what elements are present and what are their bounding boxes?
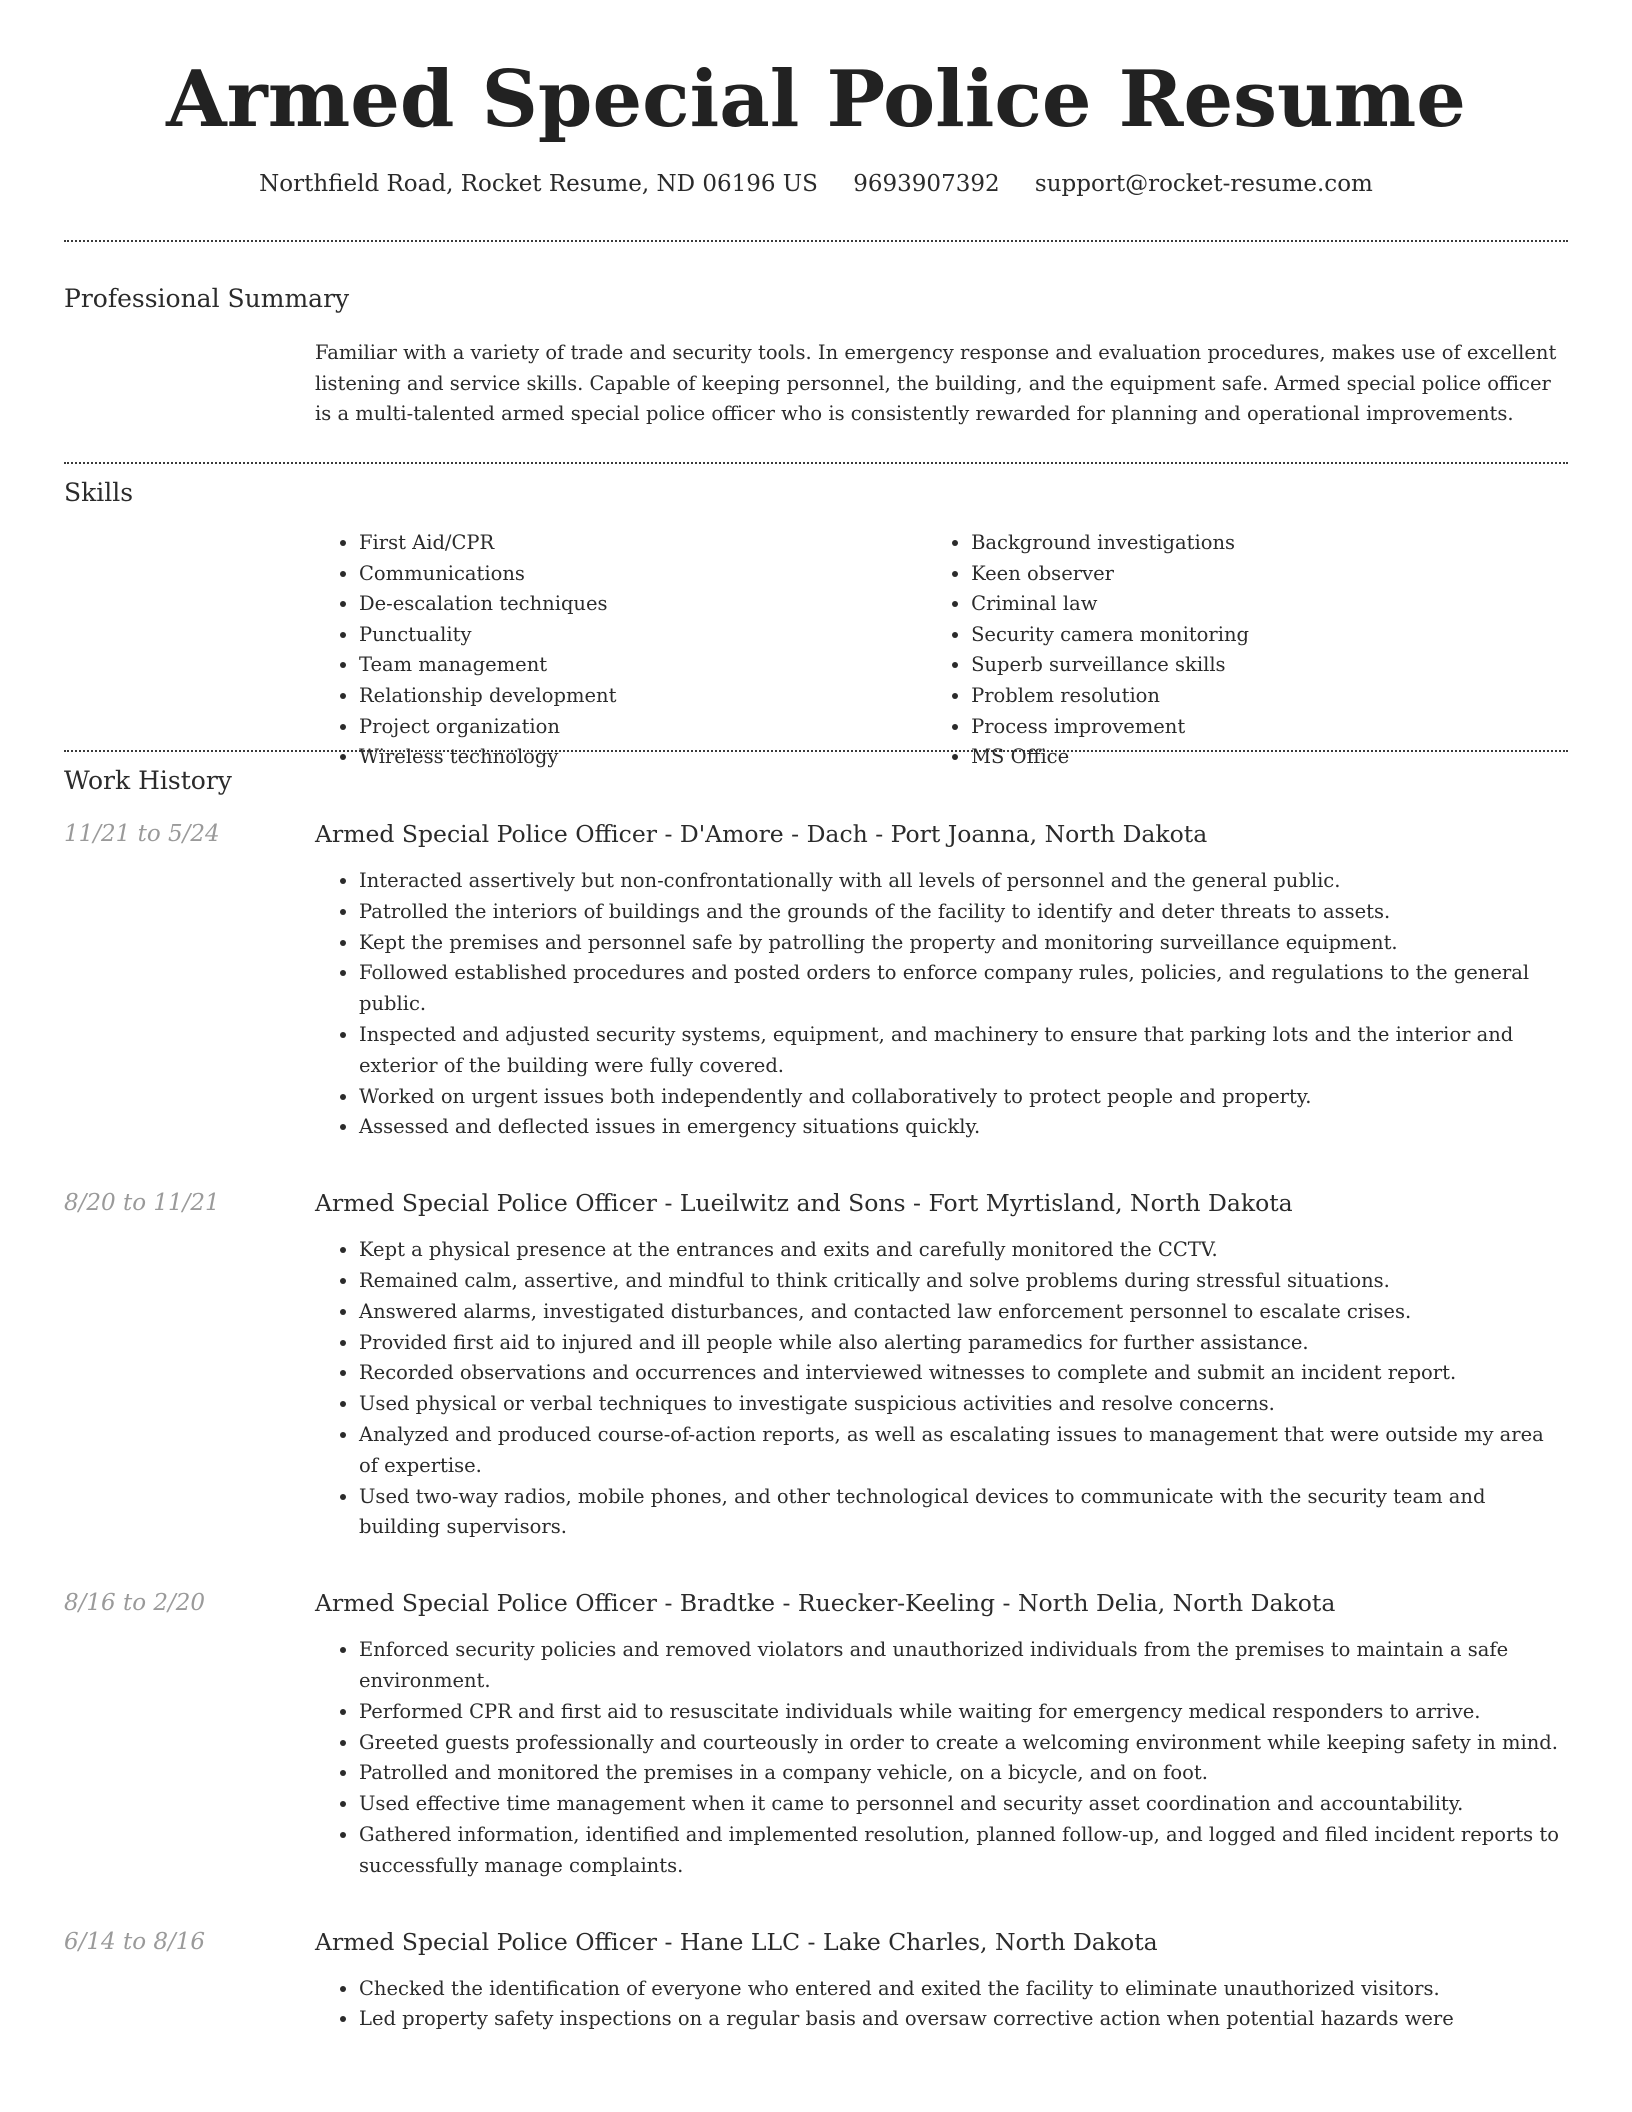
job-bullets bbox=[315, 1635, 1568, 1881]
skill-item: • Keen observer bbox=[971, 559, 1568, 590]
job-heading: Armed Special Police Officer - D'Amore - Dach - Port Joanna, North Dakota bbox=[315, 820, 1208, 848]
section-divider bbox=[64, 462, 1568, 464]
skill-item: • MS Office bbox=[971, 742, 1568, 773]
job-bullets bbox=[315, 1235, 1568, 1543]
resume-title: Armed Special Police Resume bbox=[166, 54, 1466, 145]
job-bullet: • Checked the identification of everyone who entered and exited the facility to eliminate unauthorized visitors. bbox=[359, 1974, 1568, 2005]
job-entry bbox=[64, 818, 1568, 1143]
job-details bbox=[315, 1587, 1568, 1881]
skill-item: • Security camera monitoring bbox=[971, 620, 1568, 651]
skill-item: • First Aid/CPR bbox=[359, 528, 927, 559]
skill-item: • Process improvement bbox=[971, 712, 1568, 743]
job-bullet: • Used two-way radios, mobile phones, and other technological devices to communicate with the security team and building supervisors. bbox=[359, 1482, 1568, 1544]
skill-item: • Superb surveillance skills bbox=[971, 650, 1568, 681]
job-details bbox=[315, 818, 1568, 1143]
skills-heading: Skills bbox=[64, 478, 134, 507]
job-bullet: • Recorded observations and occurrences and interviewed witnesses to complete and submit an incident report. bbox=[359, 1358, 1568, 1389]
job-heading: Armed Special Police Officer - Lueilwitz and Sons - Fort Myrtisland, North Dakota bbox=[315, 1189, 1293, 1218]
job-bullet: • Answered alarms, investigated disturbances, and contacted law enforcement personnel to escalate crises. bbox=[359, 1297, 1568, 1328]
job-bullet: • Interacted assertively but non-confrontationally with all levels of personnel and the general public. bbox=[359, 866, 1568, 897]
job-bullet: • Gathered information, identified and implemented resolution, planned follow-up, and logged and filed incident reports to successfully manage complaints. bbox=[359, 1820, 1568, 1882]
job-bullet: • Followed established procedures and posted orders to enforce company rules, policies, and regulations to the general public. bbox=[359, 958, 1568, 1020]
job-bullet: • Patrolled the interiors of buildings and the grounds of the facility to identify and deter threats to assets. bbox=[359, 897, 1568, 928]
job-bullet: • Kept a physical presence at the entrances and exits and carefully monitored the CCTV. bbox=[359, 1235, 1568, 1266]
skills-column-left bbox=[315, 528, 927, 769]
job-bullet: • Analyzed and produced course-of-action reports, as well as escalating issues to management that were outside my area of expertise. bbox=[359, 1420, 1568, 1482]
skill-item: • Problem resolution bbox=[971, 681, 1568, 712]
job-entry bbox=[64, 1587, 1568, 1881]
job-heading: Armed Special Police Officer - Hane LLC - Lake Charles, North Dakota bbox=[315, 1927, 1158, 1956]
contact-email: support@rocket-resume.com bbox=[1034, 171, 1373, 197]
skill-item: • Wireless technology bbox=[359, 742, 927, 773]
job-bullet: • Used physical or verbal techniques to investigate suspicious activities and resolve concerns. bbox=[359, 1389, 1568, 1420]
job-bullet: • Inspected and adjusted security systems, equipment, and machinery to ensure that parking lots and the interior and exterior of the building were fully covered. bbox=[359, 1020, 1568, 1082]
job-heading: Armed Special Police Officer - Bradtke - Ruecker-Keeling - North Delia, North Dakota bbox=[315, 1589, 1336, 1618]
work-history-list bbox=[64, 818, 1568, 2035]
skill-item: • Punctuality bbox=[359, 620, 927, 651]
job-dates: 6/14 to 8/16 bbox=[64, 1928, 206, 1955]
work-history-heading: Work History bbox=[64, 766, 232, 795]
job-bullets bbox=[315, 866, 1568, 1143]
skill-item: • Criminal law bbox=[971, 589, 1568, 620]
job-details bbox=[315, 1187, 1568, 1543]
job-dates: 11/21 to 5/24 bbox=[64, 821, 220, 847]
job-bullet: • Patrolled and monitored the premises in a company vehicle, on a bicycle, and on foot. bbox=[359, 1758, 1568, 1789]
job-details bbox=[315, 1926, 1568, 2036]
summary-text: Familiar with a variety of trade and security tools. In emergency response and evaluation procedures, makes use of excellent listening and service skills. Capable of keeping personnel, the building, and the equipment safe. Armed special police officer is a multi-talented armed special police officer who is consistently rewarded for planning and operational improvements. bbox=[315, 341, 1557, 425]
job-dates: 8/16 to 2/20 bbox=[64, 1590, 206, 1617]
job-bullets bbox=[315, 1974, 1568, 2036]
contact-address: Northfield Road, Rocket Resume, ND 06196 US bbox=[259, 171, 818, 197]
job-dates: 8/20 to 11/21 bbox=[64, 1190, 220, 1217]
job-bullet: • Led property safety inspections on a regular basis and oversaw corrective action when potential hazards were bbox=[359, 2004, 1568, 2035]
job-bullet: • Greeted guests professionally and courteously in order to create a welcoming environment while keeping safety in mind. bbox=[359, 1728, 1568, 1759]
resume-page bbox=[64, 0, 1568, 2035]
skill-item: • Relationship development bbox=[359, 681, 927, 712]
skill-item: • Background investigations bbox=[971, 528, 1568, 559]
job-entry bbox=[64, 1926, 1568, 2036]
skill-item: • Project organization bbox=[359, 712, 927, 743]
job-bullet: • Enforced security policies and removed violators and unauthorized individuals from the premises to maintain a safe environment. bbox=[359, 1635, 1568, 1697]
contact-line bbox=[64, 164, 1568, 204]
skill-item: • Team management bbox=[359, 650, 927, 681]
summary-heading: Professional Summary bbox=[64, 284, 350, 313]
skills-column-right bbox=[927, 528, 1568, 769]
job-bullet: • Provided first aid to injured and ill people while also alerting paramedics for further assistance. bbox=[359, 1328, 1568, 1359]
skills-list bbox=[315, 528, 1568, 769]
job-bullet: • Worked on urgent issues both independently and collaboratively to protect people and property. bbox=[359, 1082, 1568, 1113]
job-bullet: • Used effective time management when it came to personnel and security asset coordination and accountability. bbox=[359, 1789, 1568, 1820]
job-bullet: • Remained calm, assertive, and mindful to think critically and solve problems during stressful situations. bbox=[359, 1266, 1568, 1297]
job-bullet: • Assessed and deflected issues in emergency situations quickly. bbox=[359, 1112, 1568, 1143]
job-entry bbox=[64, 1187, 1568, 1543]
contact-phone: 9693907392 bbox=[853, 171, 1000, 197]
skill-item: • De-escalation techniques bbox=[359, 589, 927, 620]
job-bullet: • Kept the premises and personnel safe by patrolling the property and monitoring surveillance equipment. bbox=[359, 928, 1568, 959]
job-bullet: • Performed CPR and first aid to resuscitate individuals while waiting for emergency medical responders to arrive. bbox=[359, 1697, 1568, 1728]
section-divider bbox=[64, 240, 1568, 242]
skill-item: • Communications bbox=[359, 559, 927, 590]
